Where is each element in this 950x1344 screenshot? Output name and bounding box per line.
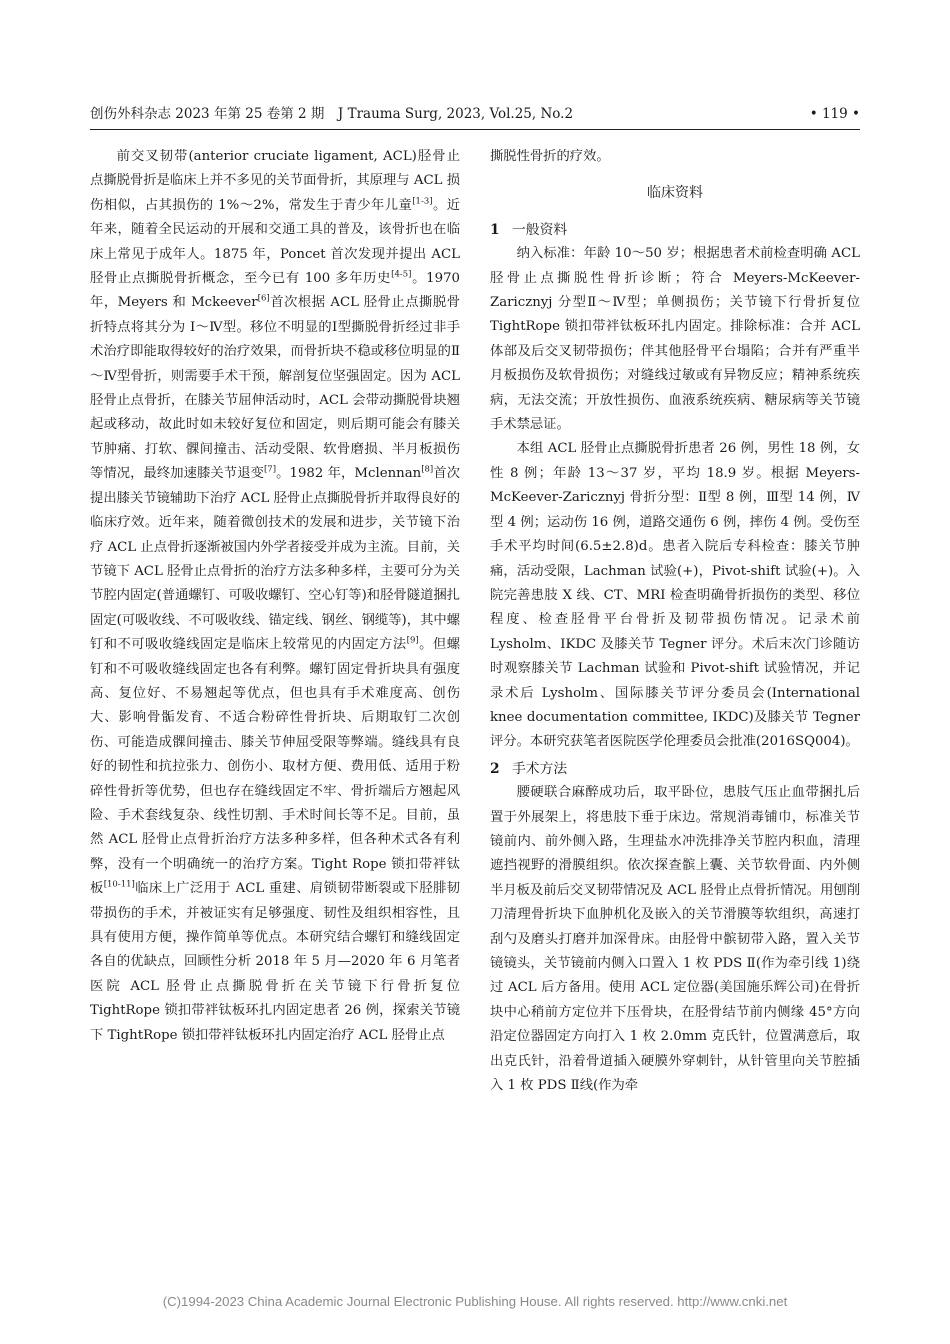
citation-ref: [10-11] (103, 879, 135, 890)
citation-ref: [9] (406, 635, 419, 646)
subsection-heading-2 (490, 757, 860, 781)
subsection-heading-1 (490, 218, 860, 242)
subsection-title: 一般资料 (512, 221, 568, 238)
page-number: • 119 • (809, 106, 860, 122)
citation-ref: [7] (263, 464, 277, 475)
journal-citation: 创伤外科杂志 2023 年第 25 卷第 2 期 J Trauma Surg, 2023, Vol.25, No.2 (90, 106, 574, 122)
copyright-footer: (C)1994-2023 China Academic Journal Electronic Publishing House. All rights reserved. http://www.cnki.net (162, 1294, 788, 1309)
section-title: 临床资料 (647, 185, 703, 202)
citation-ref: [1-3] (412, 196, 433, 207)
subsection-title: 手术方法 (512, 760, 568, 777)
citation-ref: [4-5] (391, 269, 412, 280)
citation-ref: [8] (421, 464, 434, 475)
right-column (490, 145, 860, 1098)
left-column (90, 145, 460, 1048)
citation-ref: [6] (257, 294, 270, 305)
surgery-paragraph: 腰硬联合麻醉成功后，取平卧位，患肢气压止血带捆扎后置于外展架上，将患肢下垂于床边。常规消毒铺巾，标准关节镜前内、前外侧入路，生理盐水冲洗排净关节腔内积血，清理遮挡视野的滑膜组织。依次探查髌上囊、关节软骨面、内外侧半月板及前后交叉韧带情况及 ACL 胫骨止点骨折情况。用刨削刀清理骨折块下血肿机化及嵌入的关节滑膜等软组织，高速打刮勺及磨头打磨并加深骨床。由胫骨中髌韧带入路，置入关节镜镜头，关节镜前内侧入口置入 1 枚 PDS Ⅱ(作为牵引线 1)绕过 ACL 后方备用。使用 ACL 定位器(美国施乐辉公司)在骨折块中心稍前方定位并下压骨块，在胫骨结节前内侧缘 45°方向沿定位器固定方向打入 1 枚 2.0mm 克氏针，位置满意后，取出克氏针，沿着骨道插入硬膜外穿刺针，从针管里向关节腔插入 1 枚 PDS Ⅱ线(作为牵 (490, 785, 860, 1094)
subsection-number: 1 (490, 221, 500, 238)
continuation-text: 撕脱性骨折的疗效。 (490, 149, 610, 164)
header-rule (90, 129, 860, 130)
subsection-number: 2 (490, 760, 500, 777)
criteria-paragraph: 纳入标准：年龄 10～50 岁；根据患者术前检查明确 ACL 胫骨止点撕脱性骨折诊断；符合 Meyers-McKeever-Zaricznyj 分型Ⅱ～Ⅳ型；单侧损伤；关节镜下行骨折复位 TightRope 锁扣带袢钛板环扎内固定。排除标准：合并 ACL 体部及后交叉韧带损伤；伴其他胫骨平台塌陷；合并有严重半月板损伤及软骨损伤；对缝线过敏或有异物反应；精神系统疾病，无法交流；开放性损伤、血液系统疾病、糖尿病等关节镜手术禁忌证。 (490, 246, 860, 433)
patients-paragraph: 本组 ACL 胫骨止点撕脱骨折患者 26 例，男性 18 例，女性 8 例；年龄 13～37 岁，平均 18.9 岁。根据 Meyers-McKeever-Zaricznyj 骨折分型：Ⅱ型 8 例，Ⅲ型 14 例，Ⅳ型 4 例；运动伤 16 例，道路交通伤 6 例，摔伤 4 例。受伤至手术平均时间(6.5±2.8)d。患者入院后专科检查：膝关节肿痛，活动受限，Lachman 试验(+)，Pivot-shift 试验(+)。入院完善患肢 X 线、CT、MRI 检查明确骨折损伤的类型、移位程度、检查胫骨平台骨折及韧带损伤情况。记录术前 Lysholm、IKDC 及膝关节 Tegner 评分。术后末次门诊随访时观察膝关节 Lachman 试验和 Pivot-shift 试验情况，并记录术后 Lysholm、国际膝关节评分委员会(International knee documentation committee, IKDC)及膝关节 Tegner 评分。本研究获笔者医院医学伦理委员会批准(2016SQ004)。 (490, 441, 860, 750)
running-header (90, 101, 860, 127)
intro-paragraph: 前交叉韧带(anterior cruciate ligament, ACL)胫骨止点撕脱骨折是临床上并不多见的关节面骨折，其原理与 ACL 损伤相似，占其损伤的 1%～2%，常发生于青少年儿童[1-3]。近年来，随着全民运动的开展和交通工具的普及，该骨折也在临床上常见于成年人。1875 年，Poncet 首次发现并提出 ACL 胫骨止点撕脱骨折概念，至今已有 100 多年历史[4-5]。1970 年，Meyers 和 Mckeever[6]首次根据 ACL 胫骨止点撕脱骨折特点将其分为 Ⅰ～Ⅳ型。移位不明显的Ⅰ型撕脱骨折经过非手术治疗即能取得较好的治疗效果，而骨折块不稳或移位明显的Ⅱ～Ⅳ型骨折，则需要手术干预，解剖复位坚强固定。因为 ACL 胫骨止点骨折，在膝关节屈伸活动时，ACL 会带动撕脱骨块翘起或移动，故此时如未较好复位和固定，则后期可能会有膝关节肿痛、打软、髁间撞击、活动受限、软骨磨损、半月板损伤等情况，最终加速膝关节退变[7]。1982 年，Mclennan[8]首次提出膝关节镜辅助下治疗 ACL 胫骨止点撕脱骨折并取得良好的临床疗效。近年来，随着微创技术的发展和进步，关节镜下治疗 ACL 止点骨折逐渐被国内外学者接受并成为主流。目前，关节镜下 ACL 胫骨止点骨折的治疗方法多种多样，主要可分为关节腔内固定(普通螺钉、可吸收螺钉、空心钉等)和胫骨隧道捆扎固定(可吸收线、不可吸收线、锚定线、钢丝、钢缆等)，其中螺钉和不可吸收缝线固定是临床上较常见的内固定方法[9]。但螺钉和不可吸收缝线固定也各有利弊。螺钉固定骨折块具有强度高、复位好、不易翘起等优点，但也具有手术难度高、创伤大、影响骨骺发育、不适合粉碎性骨折块、后期取钉二次创伤、可能造成髁间撞击、膝关节伸屈受限等弊端。缝线具有良好的韧性和抗拉张力、创伤小、取材方便、费用低、适用于粉碎性骨折等优势，但也存在缝线固定不牢、骨折端后方翘起风险、手术套线复杂、线性切割、手术时间长等不足。目前，虽然 ACL 胫骨止点骨折治疗方法多种多样，但各种术式各有利弊，没有一个明确统一的治疗方案。Tight Rope 锁扣带袢钛板[10-11]临床上广泛用于 ACL 重建、肩锁韧带断裂或下胫腓韧带损伤的手术，并被证实有足够强度、韧性及组织相容性，且具有使用方便，操作简单等优点。本研究结合螺钉和缝线固定各自的优缺点，回顾性分析 2018 年 5 月—2020 年 6 月笔者医院 ACL 胫骨止点撕脱骨折在关节镜下行骨折复位 TightRope 锁扣带袢钛板环扎内固定患者 26 例，探索关节镜下 TightRope 锁扣带袢钛板环扎内固定治疗 ACL 胫骨止点 (90, 149, 461, 1043)
